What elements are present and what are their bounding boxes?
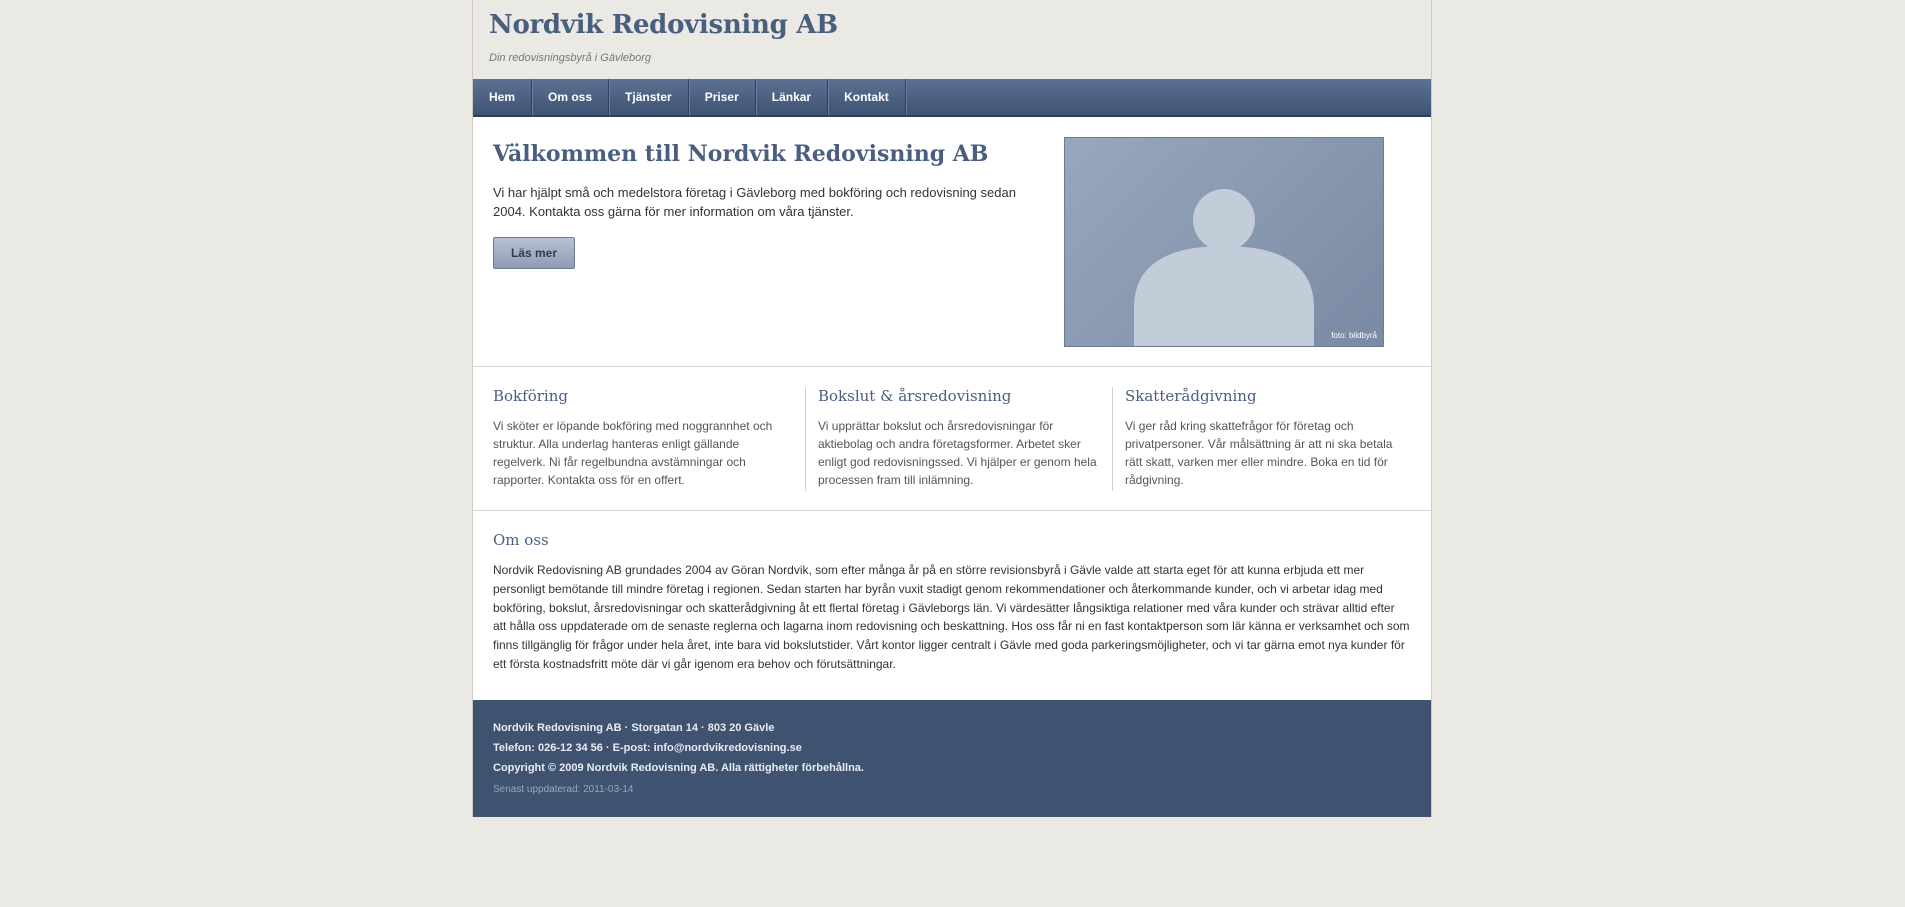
hero-heading: Välkommen till Nordvik Redovisning AB [493, 141, 989, 167]
about-title: Om oss [493, 531, 549, 549]
about-text: Nordvik Redovisning AB grundades 2004 av Göran Nordvik, som efter många år på en större revisionsbyrå i Gävle valde att starta eget för att kunna erbjuda ett mer personligt bemötande till mindre företag i regionen. Sedan starten har byrån vuxit stadigt genom rekommendationer och återkommande kunder, och vi arbetar idag med bokföring, bokslut, årsredovisningar och skatterådgivning åt ett flertal företag i Gävleborgs län. Vi värdesätter långsiktiga relationer med våra kunder och strävar alltid efter att hålla oss uppdaterade om de senaste reglerna och lagarna inom redovisning och beskattning. Hos oss får ni en fast kontaktperson som lär känna er verksamhet och som finns tillgänglig för frågor under hela året, inte bara vid bokslutstider. Vårt kontor ligger centralt i Gävle med goda parkeringsmöjligheter, och vi tar gärna emot nya kunder för ett första kostnadsfritt möte där vi går igenom era behov och förutsättningar. [493, 563, 1410, 671]
service-text: Vi upprättar bokslut och årsredovisningar för aktiebolag och andra företagsformer. Arbetet sker enligt god redovisningssed. Vi hjälper er genom hela processen fram till inlämning. [818, 419, 1097, 487]
service-text: Vi sköter er löpande bokföring med noggrannhet och struktur. Alla underlag hanteras enligt gällande regelverk. Ni får regelbundna avstämningar och rapporter. Kontakta oss för en offert. [493, 419, 773, 487]
nav-item-priser[interactable]: Priser [689, 79, 756, 115]
footer-copyright: Copyright © 2009 Nordvik Redovisning AB. Alla rättigheter förbehållna. [493, 762, 864, 774]
service-skatteradgivning [1125, 387, 1403, 510]
service-divider [1112, 387, 1113, 491]
service-text: Vi ger råd kring skattefrågor för företag och privatpersoner. Vår målsättning är att ni ska betala rätt skatt, varken mer eller mindre. Boka en tid för rådgivning. [1125, 419, 1393, 487]
footer-contact: Telefon: 026-12 34 56 · E-post: info@nordvikredovisning.se [493, 742, 802, 754]
main-navigation [473, 79, 1431, 117]
nav-item-om-oss[interactable]: Om oss [532, 79, 609, 115]
nav-item-lankar[interactable]: Länkar [756, 79, 828, 115]
nav-item-kontakt[interactable]: Kontakt [828, 79, 906, 115]
service-bokforing [493, 387, 793, 510]
nav-item-tjanster[interactable]: Tjänster [609, 79, 689, 115]
hero-photo [1064, 137, 1384, 347]
services-section [473, 367, 1431, 511]
service-title: Skatterådgivning [1125, 387, 1257, 405]
page-container [472, 0, 1432, 817]
site-tagline: Din redovisningsbyrå i Gävleborg [489, 52, 652, 64]
service-bokslut [818, 387, 1100, 510]
person-silhouette-icon [1065, 138, 1383, 346]
site-footer [473, 700, 1431, 817]
hero-section [473, 117, 1431, 367]
service-divider [805, 387, 806, 491]
about-section [473, 511, 1431, 700]
photo-caption: foto: bildbyrå [1331, 331, 1377, 340]
service-title: Bokföring [493, 387, 568, 405]
site-title[interactable]: Nordvik Redovisning AB [489, 10, 838, 40]
hero-text: Vi har hjälpt små och medelstora företag i Gävleborg med bokföring och redovisning sedan 2004. Kontakta oss gärna för mer information om våra tjänster. [493, 185, 1016, 219]
footer-address: Nordvik Redovisning AB · Storgatan 14 · 803 20 Gävle [493, 722, 775, 734]
site-header [473, 0, 1431, 79]
read-more-button[interactable]: Läs mer [493, 237, 575, 269]
footer-last-updated: Senast uppdaterad: 2011-03-14 [493, 784, 634, 795]
nav-item-hem[interactable]: Hem [473, 79, 532, 115]
service-title: Bokslut & årsredovisning [818, 387, 1012, 405]
